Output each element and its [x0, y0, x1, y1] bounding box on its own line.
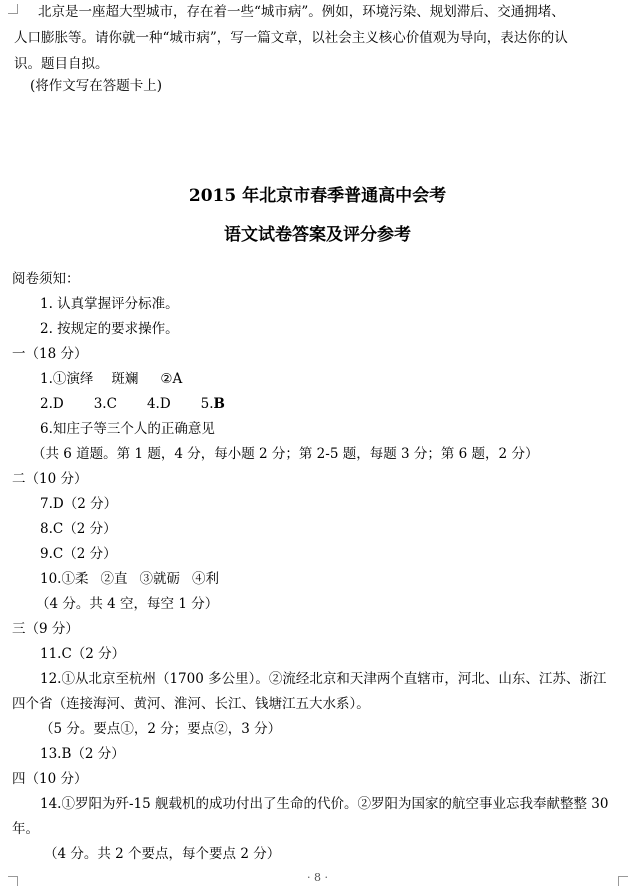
section-2-heading: 二（10 分）	[12, 471, 88, 487]
page-title: 2015 年北京市春季普通高中会考	[188, 186, 447, 206]
answer-12-line-1: 12.①从北京至杭州（1700 多公里）。②流经北京和天津两个直辖市，河北、山东、江苏、浙江	[40, 671, 607, 687]
answer-10-d: ④利	[191, 571, 219, 587]
answer-8: 8.C（2 分）	[40, 521, 117, 537]
notice-label: 阅卷须知：	[12, 271, 80, 287]
answer-6: 6.知庄子等三个人的正确意见	[40, 421, 215, 437]
answer-10-number: 10.	[40, 571, 62, 587]
answer-5-number: 5.	[200, 396, 214, 412]
answer-4: 4.D	[146, 396, 171, 412]
answer-9: 9.C（2 分）	[40, 546, 117, 562]
answer-7: 7.D（2 分）	[40, 496, 118, 512]
answer-13: 13.B（2 分）	[40, 746, 125, 762]
answer-11: 11.C（2 分）	[40, 646, 126, 662]
answer-1-c: ②A	[160, 371, 183, 387]
notice-item-1: 1. 认真掌握评分标准。	[40, 296, 179, 312]
answers-2-5	[40, 394, 225, 414]
notice-item-2: 2. 按规定的要求操作。	[40, 321, 179, 337]
section-2-scoring: （4 分。共 4 空，每空 1 分）	[36, 596, 219, 612]
answer-10-b: ②直	[100, 571, 128, 587]
answer-10-c: ③就砺	[139, 571, 180, 587]
answer-2: 2.D	[40, 396, 64, 412]
section-3-heading: 三（9 分）	[12, 621, 79, 637]
answer-1-b: 斑斓	[111, 371, 139, 387]
crop-mark-top-left	[8, 4, 18, 14]
section-4-heading: 四（10 分）	[12, 771, 88, 787]
answer-14-line-2: 年。	[12, 821, 39, 837]
answer-14-scoring: （4 分。共 2 个要点，每个要点 2 分）	[44, 846, 281, 862]
prompt-line-1: 北京是一座超大型城市，存在着一些“城市病”。例如，环境污染、规划滞后、交通拥堵、	[38, 4, 565, 20]
section-1-scoring: （共 6 道题。第 1 题，4 分，每小题 2 分；第 2-5 题，每题 3 分；第 6 题，2 分）	[32, 446, 539, 462]
answer-1	[40, 369, 182, 389]
page-number: · 8 ·	[307, 871, 328, 884]
prompt-line-2: 人口膨胀等。请你就一种“城市病”，写一篇文章，以社会主义核心价值观为导向，表达你的认	[14, 30, 568, 46]
prompt-note: (将作文写在答题卡上)	[30, 78, 163, 94]
section-1-heading: 一（18 分）	[12, 346, 88, 362]
answer-10-a: ①柔	[61, 571, 89, 587]
prompt-line-3: 识。题目自拟。	[14, 56, 109, 72]
answer-1-number: 1.	[40, 371, 53, 387]
page-subtitle: 语文试卷答案及评分参考	[224, 225, 411, 245]
answer-10	[40, 569, 219, 589]
answer-5: B	[213, 396, 225, 412]
answer-12-line-2: 四个省（连接海河、黄河、淮河、长江、钱塘江五大水系）。	[12, 696, 370, 712]
answer-1-a: ①演绎	[52, 371, 94, 387]
answer-3: 3.C	[93, 396, 117, 412]
answer-12-scoring: （5 分。要点①，2 分；要点②，3 分）	[40, 721, 282, 737]
answer-14-line-1: 14.①罗阳为歼-15 舰载机的成功付出了生命的代价。②罗阳为国家的航空事业忘我奉献整整 30	[40, 796, 609, 812]
